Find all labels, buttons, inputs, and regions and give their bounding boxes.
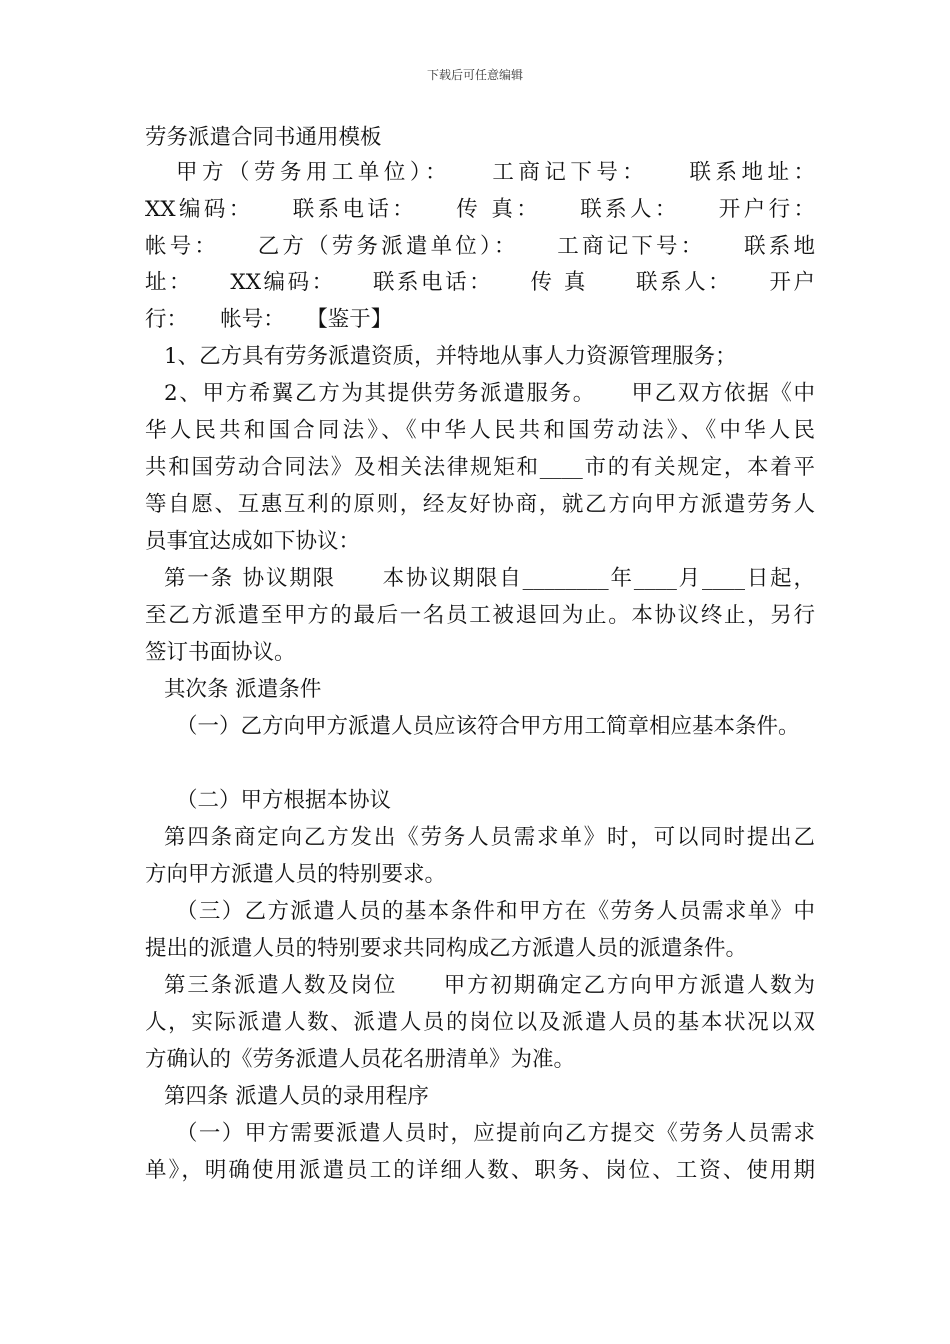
paragraph-line: 帐号： 乙方（劳务派遣单位）： 工商记下号： 联系地 (145, 234, 815, 259)
paragraph-line: 人，实际派遣人数、派遣人员的岗位以及派遣人员的基本状况以双 (145, 1010, 815, 1035)
document-title: 劳务派遣合同书通用模板 (145, 125, 382, 150)
paragraph-line: 员事宜达成如下协议： (145, 529, 361, 554)
paragraph-line: （二）甲方根据本协议 (176, 788, 392, 813)
paragraph-line: 至乙方派遣至甲方的最后一名员工被退回为止。本协议终止，另行 (145, 603, 815, 628)
paragraph-line: 第三条派遣人数及岗位 甲方初期确定乙方向甲方派遣人数为 (164, 973, 815, 998)
paragraph-line: 2、甲方希翼乙方为其提供劳务派遣服务。 甲乙双方依据《中 (164, 381, 815, 406)
paragraph-line: 行： 帐号： 【鉴于】 (145, 307, 393, 332)
paragraph-line: 等自愿、互惠互利的原则，经友好协商，就乙方向甲方派遣劳务人 (145, 492, 815, 517)
paragraph-line: 甲方（劳务用工单位）： 工商记下号： 联系地址： (176, 160, 815, 185)
page-header: 下载后可任意编辑 (426, 68, 523, 82)
paragraph-line: 第一条 协议期限 本协议期限自________年____月____日起， (164, 566, 815, 591)
paragraph-line: 华人民共和国合同法》、《中华人民共和国劳动法》、《中华人民 (145, 418, 815, 443)
paragraph-line: XX编码： 联系电话： 传 真： 联系人： 开户行： (145, 197, 815, 222)
paragraph-line: 1、乙方具有劳务派遣资质，并特地从事人力资源管理服务； (164, 344, 737, 369)
paragraph-line: 签订书面协议。 (145, 640, 296, 665)
paragraph-line: （一）乙方向甲方派遣人员应该符合甲方用工简章相应基本条件。 (176, 714, 800, 739)
paragraph-line: （一）甲方需要派遣人员时，应提前向乙方提交《劳务人员需求 (176, 1121, 815, 1146)
paragraph-line: （三）乙方派遣人员的基本条件和甲方在《劳务人员需求单》中 (176, 899, 815, 924)
paragraph-line: 第四条商定向乙方发出《劳务人员需求单》时，可以同时提出乙 (164, 825, 815, 850)
paragraph-line: 址： XX编码： 联系电话： 传 真 联系人： 开户 (145, 270, 815, 295)
section-heading: 其次条 派遣条件 (164, 677, 322, 702)
section-heading: 第四条 派遣人员的录用程序 (164, 1084, 429, 1109)
paragraph-line: 共和国劳动合同法》及相关法律规矩和____市的有关规定，本着平 (145, 455, 815, 480)
paragraph-line: 提出的派遣人员的特别要求共同构成乙方派遣人员的派遣条件。 (145, 936, 748, 961)
paragraph-line: 单》，明确使用派遣员工的详细人数、职务、岗位、工资、使用期 (145, 1158, 815, 1183)
paragraph-line: 方向甲方派遣人员的特别要求。 (145, 862, 447, 887)
paragraph-line: 方确认的《劳务派遣人员花名册清单》为准。 (145, 1047, 576, 1072)
